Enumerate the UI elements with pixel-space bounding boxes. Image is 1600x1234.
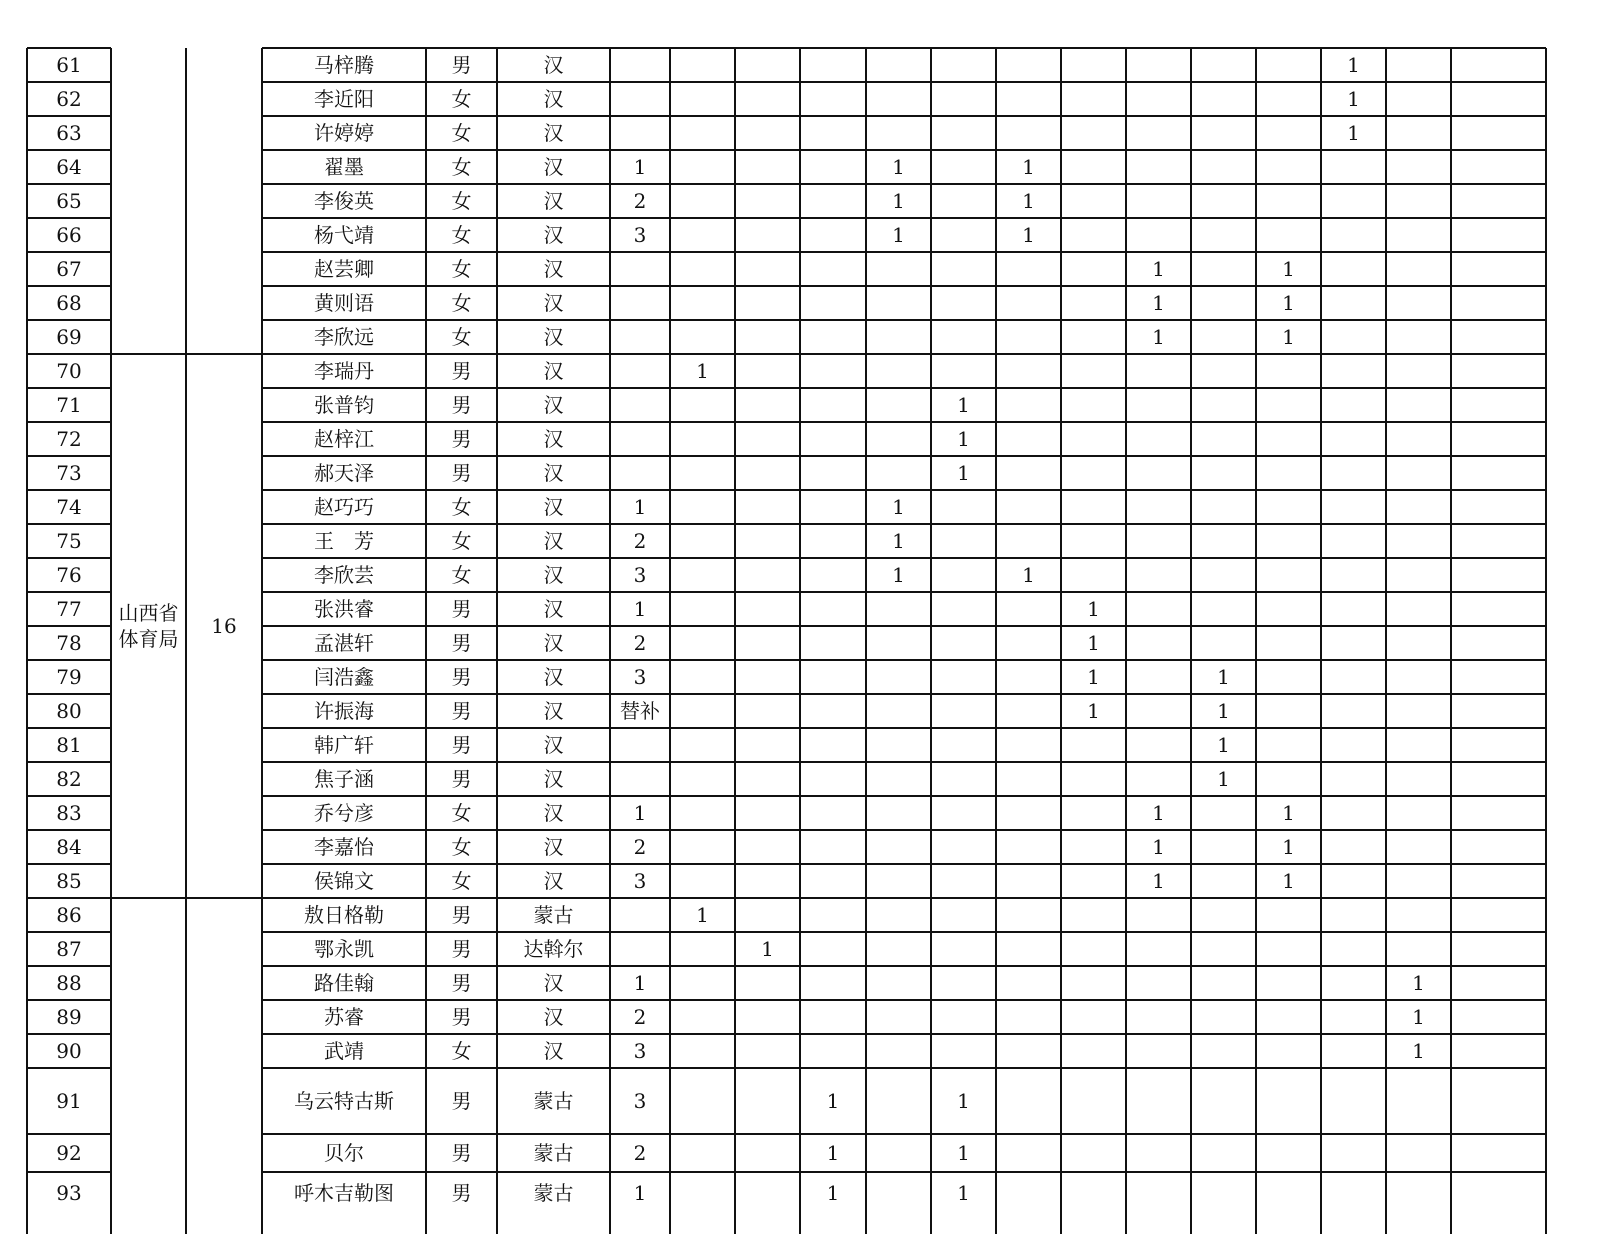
row-number: 78 <box>56 631 82 655</box>
row-number: 87 <box>56 937 82 961</box>
row-number: 67 <box>56 257 82 281</box>
athlete-name: 呼木吉勒图 <box>294 1181 394 1205</box>
athlete-ethnicity: 汉 <box>543 189 564 213</box>
event-mark: 2 <box>633 1005 647 1029</box>
athlete-name: 苏睿 <box>324 1005 364 1029</box>
athlete-name: 王 芳 <box>314 529 374 553</box>
athlete-name: 黄则语 <box>314 291 374 315</box>
athlete-name: 焦子涵 <box>314 767 374 791</box>
athlete-name: 李俊英 <box>314 189 374 213</box>
athlete-ethnicity: 达斡尔 <box>523 937 584 961</box>
athlete-ethnicity: 汉 <box>543 393 564 417</box>
event-mark: 3 <box>633 869 647 893</box>
event-mark: 1 <box>1217 699 1230 723</box>
row-number: 92 <box>56 1141 82 1165</box>
row-number: 80 <box>56 699 82 723</box>
row-number: 65 <box>56 189 82 213</box>
event-mark: 3 <box>633 665 647 689</box>
athlete-sex: 女 <box>451 87 472 111</box>
athlete-sex: 女 <box>451 835 472 859</box>
athlete-ethnicity: 汉 <box>543 257 564 281</box>
athlete-ethnicity: 汉 <box>543 223 564 247</box>
athlete-name: 乌云特古斯 <box>294 1089 394 1113</box>
athlete-name: 许振海 <box>314 699 374 723</box>
row-number: 62 <box>56 87 82 111</box>
row-number: 63 <box>56 121 82 145</box>
row-number: 86 <box>56 903 82 927</box>
event-mark: 1 <box>633 597 647 621</box>
athlete-sex: 男 <box>451 971 472 995</box>
athlete-ethnicity: 汉 <box>543 733 564 757</box>
event-mark: 1 <box>892 529 905 553</box>
athlete-sex: 男 <box>451 699 472 723</box>
row-number: 70 <box>56 359 82 383</box>
athlete-name: 马梓腾 <box>314 53 374 77</box>
athlete-name: 翟墨 <box>324 155 364 179</box>
event-mark: 1 <box>892 155 905 179</box>
athlete-ethnicity: 汉 <box>543 359 564 383</box>
row-number: 72 <box>56 427 82 451</box>
athlete-name: 李嘉怡 <box>314 835 374 859</box>
event-mark: 2 <box>633 835 647 859</box>
event-mark: 3 <box>633 223 647 247</box>
row-number: 75 <box>56 529 82 553</box>
event-mark: 1 <box>826 1141 840 1165</box>
event-mark: 1 <box>957 1089 970 1113</box>
event-mark: 1 <box>1087 699 1100 723</box>
event-mark: 1 <box>761 937 774 961</box>
athlete-name: 张普钧 <box>314 393 374 417</box>
athlete-name: 乔兮彦 <box>314 801 374 825</box>
event-mark: 1 <box>1217 767 1230 791</box>
event-mark: 1 <box>696 359 709 383</box>
athlete-name: 闫浩鑫 <box>314 665 374 689</box>
athlete-sex: 男 <box>451 733 472 757</box>
event-mark: 2 <box>633 189 647 213</box>
athlete-sex: 女 <box>451 869 472 893</box>
athlete-ethnicity: 汉 <box>543 801 564 825</box>
event-mark: 3 <box>633 563 647 587</box>
athlete-ethnicity: 汉 <box>543 121 564 145</box>
event-mark: 1 <box>633 971 647 995</box>
athlete-name: 赵梓江 <box>314 427 374 451</box>
athlete-sex: 女 <box>451 563 472 587</box>
athlete-name: 鄂永凯 <box>314 937 374 961</box>
row-number: 69 <box>56 325 82 349</box>
event-mark: 1 <box>892 189 905 213</box>
athlete-name: 韩广轩 <box>314 733 374 757</box>
event-mark: 1 <box>633 1181 647 1205</box>
event-mark: 1 <box>1282 291 1295 315</box>
row-number: 79 <box>56 665 82 689</box>
event-mark: 1 <box>1022 563 1035 587</box>
athlete-name: 赵巧巧 <box>314 495 374 519</box>
event-mark: 1 <box>1087 665 1100 689</box>
athlete-ethnicity: 汉 <box>543 427 564 451</box>
athlete-ethnicity: 蒙古 <box>533 1089 574 1113</box>
athlete-ethnicity: 汉 <box>543 971 564 995</box>
row-number: 77 <box>56 597 82 621</box>
athlete-ethnicity: 蒙古 <box>533 1141 574 1165</box>
athlete-sex: 男 <box>451 631 472 655</box>
athlete-ethnicity: 蒙古 <box>533 903 574 927</box>
event-mark: 1 <box>957 1141 970 1165</box>
athlete-name: 武靖 <box>324 1039 364 1063</box>
athlete-sex: 男 <box>451 597 472 621</box>
event-mark: 2 <box>633 1141 647 1165</box>
athlete-sex: 男 <box>451 937 472 961</box>
athlete-sex: 男 <box>451 393 472 417</box>
athlete-ethnicity: 汉 <box>543 563 564 587</box>
athlete-ethnicity: 汉 <box>543 495 564 519</box>
athlete-name: 赵芸卿 <box>314 257 374 281</box>
athlete-name: 李近阳 <box>314 87 374 111</box>
row-number: 82 <box>56 767 82 791</box>
athlete-sex: 女 <box>451 257 472 281</box>
event-mark: 1 <box>633 495 647 519</box>
athlete-ethnicity: 汉 <box>543 461 564 485</box>
event-mark: 1 <box>1282 257 1295 281</box>
athlete-ethnicity: 汉 <box>543 835 564 859</box>
athlete-sex: 男 <box>451 1141 472 1165</box>
athlete-sex: 男 <box>451 903 472 927</box>
row-number: 68 <box>56 291 82 315</box>
athlete-sex: 女 <box>451 495 472 519</box>
event-mark: 1 <box>1217 733 1230 757</box>
row-number: 84 <box>56 835 82 859</box>
athlete-name: 杨弋靖 <box>314 223 374 247</box>
athlete-sex: 女 <box>451 121 472 145</box>
event-mark: 1 <box>1022 155 1035 179</box>
event-mark: 1 <box>1152 869 1165 893</box>
athlete-sex: 男 <box>451 359 472 383</box>
event-mark: 1 <box>1282 325 1295 349</box>
athlete-sex: 女 <box>451 223 472 247</box>
athlete-sex: 男 <box>451 1089 472 1113</box>
row-number: 85 <box>56 869 82 893</box>
event-mark: 1 <box>1282 801 1295 825</box>
row-number: 81 <box>56 733 82 757</box>
athlete-ethnicity: 汉 <box>543 291 564 315</box>
athlete-sex: 男 <box>451 1181 472 1205</box>
event-mark: 1 <box>957 461 970 485</box>
event-mark: 1 <box>892 563 905 587</box>
athlete-sex: 女 <box>451 291 472 315</box>
row-number: 76 <box>56 563 82 587</box>
event-mark: 1 <box>1217 665 1230 689</box>
athlete-sex: 女 <box>451 189 472 213</box>
event-mark: 1 <box>1022 223 1035 247</box>
athlete-sex: 男 <box>451 767 472 791</box>
athlete-name: 敖日格勒 <box>304 903 384 927</box>
athlete-name: 路佳翰 <box>314 971 374 995</box>
athlete-name: 李瑞丹 <box>314 359 374 383</box>
athlete-ethnicity: 汉 <box>543 1039 564 1063</box>
athlete-ethnicity: 汉 <box>543 665 564 689</box>
athlete-ethnicity: 汉 <box>543 767 564 791</box>
event-mark: 1 <box>957 1181 970 1205</box>
row-number: 73 <box>56 461 82 485</box>
row-number: 74 <box>56 495 82 519</box>
event-mark: 1 <box>1347 53 1360 77</box>
table-grid <box>27 48 1546 1234</box>
athlete-name: 贝尔 <box>324 1141 364 1165</box>
athlete-name: 许婷婷 <box>314 121 374 145</box>
athlete-name: 郝天泽 <box>314 461 374 485</box>
event-mark: 1 <box>826 1089 840 1113</box>
organisation-name: 山西省 <box>118 601 179 625</box>
event-mark: 1 <box>957 427 970 451</box>
event-mark: 1 <box>826 1181 840 1205</box>
event-mark: 1 <box>1412 1005 1425 1029</box>
event-mark: 1 <box>1347 87 1360 111</box>
event-mark: 2 <box>633 631 647 655</box>
event-mark: 3 <box>633 1089 647 1113</box>
event-mark: 1 <box>1152 291 1165 315</box>
delegation-count: 16 <box>211 614 237 638</box>
athlete-ethnicity: 汉 <box>543 869 564 893</box>
athlete-sex: 女 <box>451 801 472 825</box>
row-number: 66 <box>56 223 82 247</box>
event-mark: 1 <box>633 155 647 179</box>
event-mark: 1 <box>1412 1039 1425 1063</box>
event-mark: 1 <box>1152 801 1165 825</box>
event-mark: 1 <box>1022 189 1035 213</box>
athlete-ethnicity: 汉 <box>543 699 564 723</box>
event-mark: 1 <box>1282 835 1295 859</box>
athlete-ethnicity: 汉 <box>543 597 564 621</box>
row-number: 93 <box>56 1181 82 1205</box>
event-mark: 1 <box>1152 835 1165 859</box>
event-mark: 1 <box>1152 257 1165 281</box>
event-mark: 1 <box>1412 971 1425 995</box>
row-number: 71 <box>56 393 82 417</box>
row-number: 61 <box>56 53 82 77</box>
athlete-ethnicity: 汉 <box>543 529 564 553</box>
athlete-ethnicity: 蒙古 <box>533 1181 574 1205</box>
athlete-ethnicity: 汉 <box>543 325 564 349</box>
event-mark: 1 <box>892 495 905 519</box>
event-mark: 1 <box>1347 121 1360 145</box>
row-number: 88 <box>56 971 82 995</box>
athlete-sex: 男 <box>451 427 472 451</box>
event-mark: 1 <box>1152 325 1165 349</box>
athlete-sex: 女 <box>451 325 472 349</box>
athlete-name: 李欣芸 <box>314 563 374 587</box>
event-mark: 1 <box>696 903 709 927</box>
event-mark: 1 <box>957 393 970 417</box>
athlete-name: 孟湛轩 <box>314 631 374 655</box>
athlete-ethnicity: 汉 <box>543 1005 564 1029</box>
athlete-sex: 女 <box>451 529 472 553</box>
event-mark: 1 <box>1087 597 1100 621</box>
athlete-sex: 男 <box>451 1005 472 1029</box>
row-number: 89 <box>56 1005 82 1029</box>
athlete-ethnicity: 汉 <box>543 53 564 77</box>
athlete-sex: 女 <box>451 155 472 179</box>
athlete-ethnicity: 汉 <box>543 631 564 655</box>
event-mark: 替补 <box>620 699 660 723</box>
row-number: 90 <box>56 1039 82 1063</box>
event-mark: 1 <box>1282 869 1295 893</box>
event-mark: 1 <box>892 223 905 247</box>
event-mark: 1 <box>633 801 647 825</box>
athlete-name: 张洪睿 <box>314 597 374 621</box>
athlete-name: 李欣远 <box>314 325 374 349</box>
event-mark: 1 <box>1087 631 1100 655</box>
organisation-name: 体育局 <box>118 627 179 651</box>
athlete-ethnicity: 汉 <box>543 155 564 179</box>
athlete-sex: 男 <box>451 461 472 485</box>
athlete-sex: 男 <box>451 53 472 77</box>
row-number: 64 <box>56 155 82 179</box>
event-mark: 3 <box>633 1039 647 1063</box>
athlete-ethnicity: 汉 <box>543 87 564 111</box>
event-mark: 2 <box>633 529 647 553</box>
row-number: 83 <box>56 801 82 825</box>
row-number: 91 <box>56 1089 82 1113</box>
athlete-sex: 女 <box>451 1039 472 1063</box>
athlete-name: 侯锦文 <box>314 869 374 893</box>
athlete-sex: 男 <box>451 665 472 689</box>
